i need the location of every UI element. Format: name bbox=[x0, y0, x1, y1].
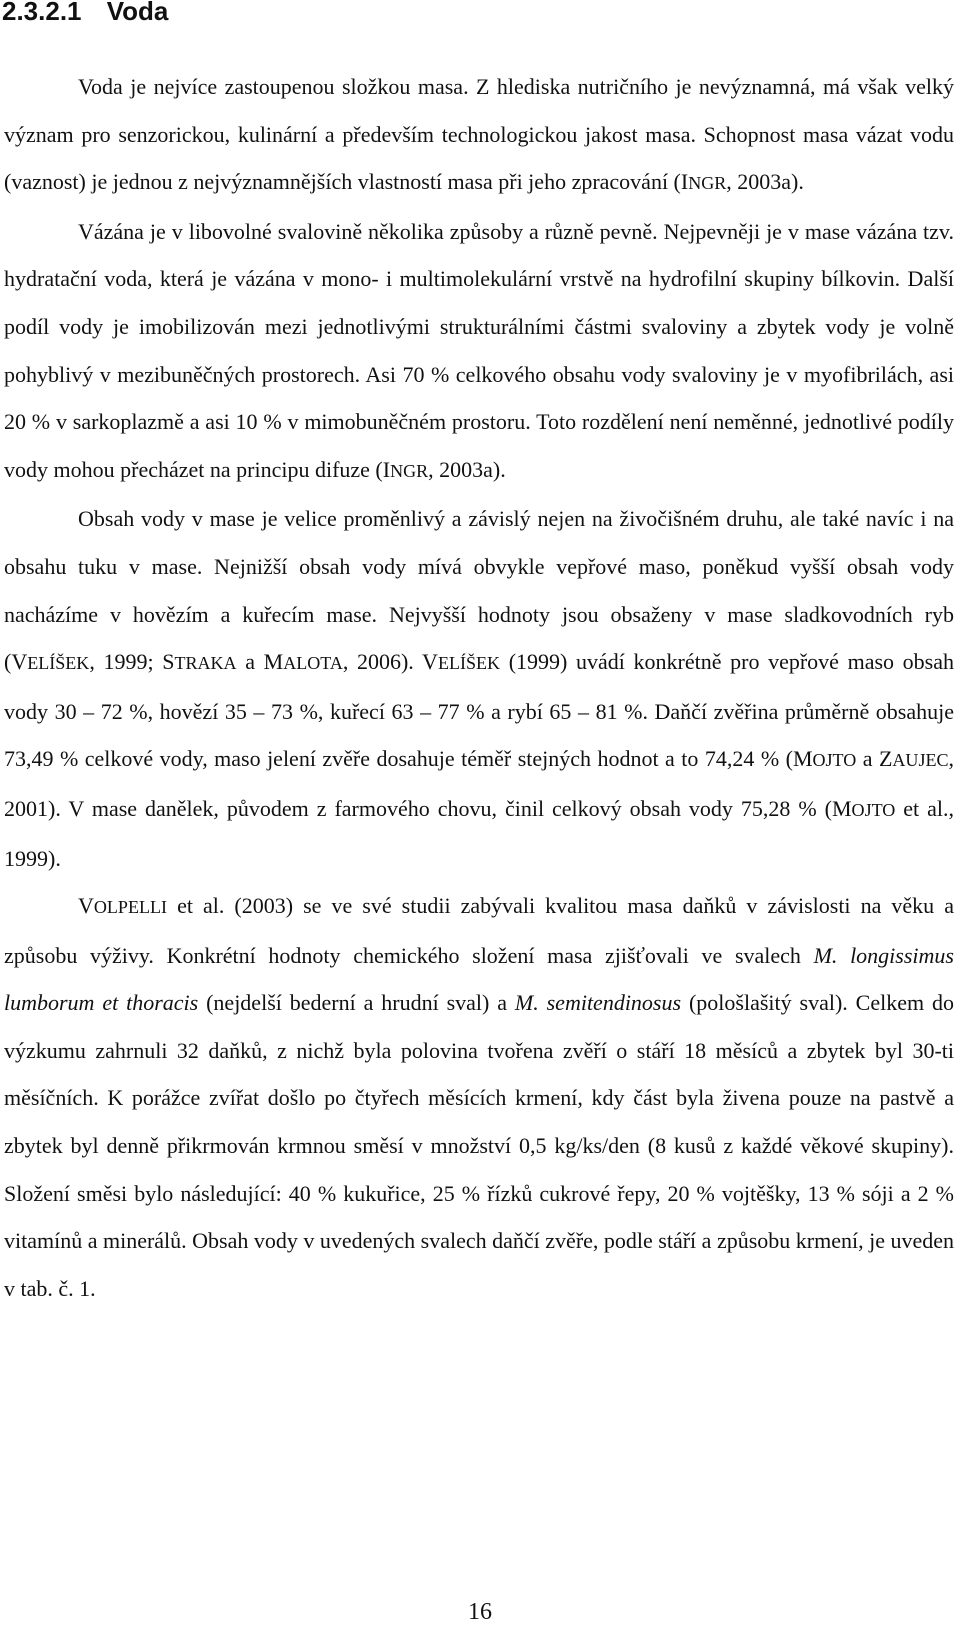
author-name-smallcaps: ELÍŠEK bbox=[437, 653, 501, 674]
paragraph bbox=[4, 208, 954, 496]
author-name-smallcaps: AUJEC bbox=[892, 750, 949, 771]
text-run: a Z bbox=[856, 746, 893, 772]
latin-muscle-name: M. semitendinosus bbox=[514, 990, 682, 1016]
text-run: Obsah vody v mase je velice proměnlivý a závislý nejen na živočišném druhu, ale také navíc i na obsahu tuku v mase. Nejnižší obsah vody mívá obvykle vepřové maso, poněkud vyšší obsah vody nacházíme v hovězím a kuřecím mase. Nejvyšší hodnoty jsou obsaženy v mase sladkovodních ryb (V bbox=[4, 506, 954, 675]
text-run: Voda je nejvíce zastoupenou složkou masa. Z hlediska nutričního je nevýznamná, má však velký význam pro senzorickou, kulinární a především technologickou jakost masa. Schopnost masa vázat vodu (vaznost) je jednou z nejvýznamnějších vlastností masa při jeho zpracování ( bbox=[4, 74, 954, 195]
latin-muscle-name: M. longissimus lumborum et thoracis bbox=[4, 942, 954, 1016]
author-name-smallcaps: TRAKA bbox=[174, 653, 237, 674]
paragraph bbox=[4, 882, 954, 1312]
text-run: a M bbox=[236, 649, 284, 675]
section-title: Voda bbox=[106, 0, 169, 26]
text-run: Vázána je v libovolné svalovině několika způsoby a různě pevně. Nejpevněji je v mase vázána tzv. hydratační voda, která je vázána v mono- i multimolekulární vrstvě na hydrofilní skupiny bílkovin. Další podíl vody je imobilizován mezi jednotlivými strukturálními částmi svaloviny a zbytek vody je volně pohyblivý v mezibuněčných prostorech. Asi 70 % celkového obsahu vody svaloviny je v myofibrilách, asi 20 % v sarkoplazmě a asi 10 % v mimobuněčném prostoru. Toto rozdělení není neměnné, jednotlivé podíly vody mohou přecházet na principu difuze ( bbox=[4, 218, 954, 482]
section-number: 2.3.2.1 bbox=[2, 0, 82, 26]
author-name-smallcaps: NGR bbox=[688, 173, 727, 194]
text-run: , 1999; S bbox=[89, 649, 175, 675]
text-run: , 2001). V mase danělek, původem z farmového chovu, činil celkový obsah vody 75,28 % (M bbox=[4, 746, 955, 821]
text-run: , 2006). V bbox=[342, 649, 438, 675]
text-run: I bbox=[382, 456, 391, 482]
author-name-smallcaps: OLPELLI bbox=[93, 897, 168, 918]
author-name-smallcaps: OJTO bbox=[812, 750, 857, 771]
author-name-smallcaps: ALOTA bbox=[283, 653, 343, 674]
page-number: 16 bbox=[468, 1599, 492, 1625]
text-run: (1999) uvádí konkrétně pro vepřové maso obsah vody 30 – 72 %, hovězí 35 – 73 %, kuřecí 63 – 77 % a rybí 65 – 81 %. Daňčí zvěřina průměrně obsahuje 73,49 % celkové vody, maso jelení zvěře dosahuje téměř stejných hodnot a to 74,24 % (M bbox=[4, 649, 954, 772]
text-run: I bbox=[680, 169, 689, 195]
text-run: V bbox=[78, 893, 94, 919]
author-name-smallcaps: NGR bbox=[390, 460, 429, 481]
paragraph bbox=[4, 63, 954, 208]
author-name-smallcaps: ELÍŠEK bbox=[27, 653, 90, 674]
text-run: , 2003a). bbox=[428, 456, 506, 482]
text-run: (pološlašitý sval). Celkem do výzkumu zahrnuli 32 daňků, z nichž byla polovina tvořena zvěří o stáří 18 měsíců a zbytek byl 30-ti měsíčních. K porážce zvířat došlo po čtyřech měsících krmení, kdy část byla živena pouze na pastvě a zbytek byl denně přikrmován krmnou směsí v množství 0,5 kg/ks/den (8 kusů z každé věkové skupiny). Složení směsi bylo následující: 40 % kukuřice, 25 % řízků cukrové řepy, 20 % vojtěšky, 13 % sóji a 2 % vitamínů a minerálů. Obsah vody v uvedených svalech daňčí zvěře, podle stáří a způsobu krmení, je uveden v tab. č. 1. bbox=[4, 990, 954, 1301]
text-run: (nejdelší bederní a hrudní sval) a bbox=[198, 990, 515, 1016]
paragraph bbox=[4, 495, 954, 882]
text-run: et al., 1999). bbox=[4, 795, 954, 871]
text-run: et al. (2003) se ve své studii zabývali kvalitou masa daňků v závislosti na věku a způsobu výživy. Konkrétní hodnoty chemického složení masa zjišťovali ve svalech bbox=[4, 893, 954, 968]
body-text bbox=[4, 63, 954, 1312]
text-run: , 2003a). bbox=[726, 169, 804, 195]
author-name-smallcaps: OJTO bbox=[851, 799, 896, 820]
section-heading bbox=[2, 0, 168, 28]
